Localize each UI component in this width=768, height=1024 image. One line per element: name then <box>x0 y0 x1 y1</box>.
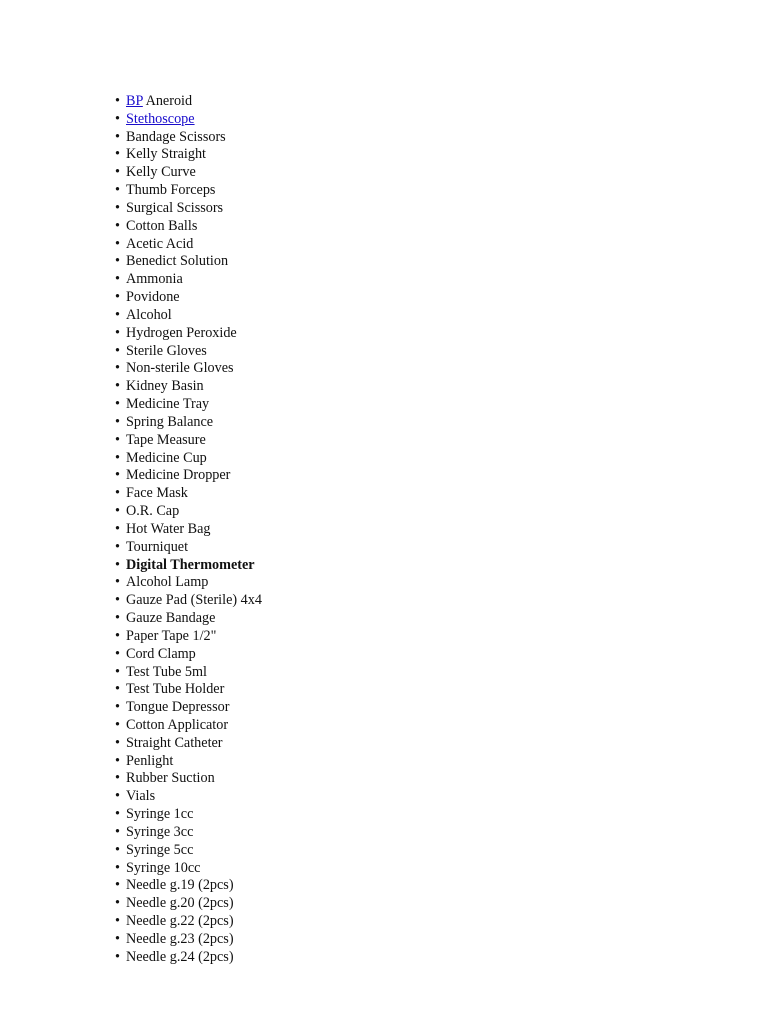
list-item-label: Syringe 10cc <box>126 859 201 876</box>
bullet-icon: • <box>115 431 120 448</box>
list-item <box>115 467 615 485</box>
bullet-icon: • <box>115 396 120 413</box>
bullet-icon: • <box>115 948 120 965</box>
list-item <box>115 628 615 646</box>
list-item-label: Tongue Depressor <box>126 699 230 716</box>
list-item <box>115 218 615 236</box>
list-item-label: Thumb Forceps <box>126 182 216 199</box>
list-item-label: Cotton Applicator <box>126 716 229 733</box>
bullet-icon: • <box>115 574 120 591</box>
list-item <box>115 129 615 147</box>
list-item-label: Povidone <box>126 289 180 306</box>
list-item-label: Ammonia <box>126 271 183 288</box>
list-item <box>115 646 615 664</box>
list-item <box>115 521 615 539</box>
list-item-label: Syringe 5cc <box>126 841 194 858</box>
list-item <box>115 895 615 913</box>
list-item-label: Penlight <box>126 752 174 769</box>
bullet-icon: • <box>115 930 120 947</box>
bullet-icon: • <box>115 289 120 306</box>
bullet-icon: • <box>115 859 120 876</box>
list-item <box>115 842 615 860</box>
bullet-icon: • <box>115 217 120 234</box>
list-item <box>115 271 615 289</box>
bullet-icon: • <box>115 681 120 698</box>
list-item-label: Tourniquet <box>126 538 189 555</box>
list-item <box>115 557 615 575</box>
bullet-icon: • <box>115 164 120 181</box>
list-item <box>115 717 615 735</box>
list-item-label: Bandage Scissors <box>126 128 226 145</box>
list-item-label: Medicine Cup <box>126 449 207 466</box>
bullet-icon: • <box>115 877 120 894</box>
bullet-icon: • <box>115 752 120 769</box>
bullet-icon: • <box>115 413 120 430</box>
list-item <box>115 414 615 432</box>
list-item <box>115 860 615 878</box>
list-item-label: Gauze Bandage <box>126 610 216 627</box>
list-item <box>115 788 615 806</box>
list-item <box>115 111 615 129</box>
bullet-icon: • <box>115 271 120 288</box>
bullet-icon: • <box>115 485 120 502</box>
list-item <box>115 378 615 396</box>
list-item <box>115 735 615 753</box>
bullet-icon: • <box>115 449 120 466</box>
bullet-icon: • <box>115 556 120 573</box>
bullet-icon: • <box>115 253 120 270</box>
list-item <box>115 450 615 468</box>
list-item <box>115 770 615 788</box>
bullet-icon: • <box>115 663 120 680</box>
list-item <box>115 289 615 307</box>
list-item-label: Needle g.19 (2pcs) <box>126 877 234 894</box>
bullet-icon: • <box>115 378 120 395</box>
list-item <box>115 360 615 378</box>
bullet-icon: • <box>115 538 120 555</box>
list-item <box>115 325 615 343</box>
supply-list <box>115 93 615 967</box>
bullet-icon: • <box>115 913 120 930</box>
list-item-label: Aneroid <box>142 93 193 109</box>
bullet-icon: • <box>115 306 120 323</box>
list-item <box>115 699 615 717</box>
bullet-icon: • <box>115 627 120 644</box>
list-item <box>115 592 615 610</box>
list-item <box>115 753 615 771</box>
bullet-icon: • <box>115 520 120 537</box>
list-item <box>115 931 615 949</box>
list-item <box>115 93 615 111</box>
bullet-icon: • <box>115 199 120 216</box>
bullet-icon: • <box>115 110 120 127</box>
list-item <box>115 539 615 557</box>
list-item-label: Kelly Curve <box>126 164 196 181</box>
list-item-label: Digital Thermometer <box>126 556 255 573</box>
bullet-icon: • <box>115 128 120 145</box>
list-item-label: Cotton Balls <box>126 217 198 234</box>
bullet-icon: • <box>115 342 120 359</box>
list-item <box>115 164 615 182</box>
list-item <box>115 485 615 503</box>
list-item-label: Medicine Tray <box>126 396 210 413</box>
list-item-label: Syringe 3cc <box>126 823 194 840</box>
list-item-label: Acetic Acid <box>126 235 194 252</box>
list-item <box>115 664 615 682</box>
list-item-label: Needle g.23 (2pcs) <box>126 930 234 947</box>
list-item-link[interactable]: BP <box>126 93 143 109</box>
bullet-icon: • <box>115 716 120 733</box>
list-item-label: Sterile Gloves <box>126 342 207 359</box>
list-item <box>115 182 615 200</box>
list-item-label: Face Mask <box>126 485 188 502</box>
bullet-icon: • <box>115 788 120 805</box>
list-item <box>115 307 615 325</box>
bullet-icon: • <box>115 610 120 627</box>
list-item <box>115 681 615 699</box>
bullet-icon: • <box>115 770 120 787</box>
bullet-icon: • <box>115 895 120 912</box>
list-item-label: O.R. Cap <box>126 503 180 520</box>
bullet-icon: • <box>115 806 120 823</box>
list-item-label: Vials <box>126 788 156 805</box>
bullet-icon: • <box>115 146 120 163</box>
bullet-icon: • <box>115 823 120 840</box>
list-item <box>115 824 615 842</box>
list-item-label: Tape Measure <box>126 431 206 448</box>
bullet-icon: • <box>115 324 120 341</box>
list-item <box>115 236 615 254</box>
bullet-icon: • <box>115 93 120 109</box>
list-item <box>115 949 615 967</box>
list-item-label: Medicine Dropper <box>126 467 231 484</box>
bullet-icon: • <box>115 734 120 751</box>
list-item <box>115 396 615 414</box>
bullet-icon: • <box>115 592 120 609</box>
list-item <box>115 146 615 164</box>
list-item-label: Surgical Scissors <box>126 199 224 216</box>
list-item-label: Syringe 1cc <box>126 806 194 823</box>
list-item-label: Hot Water Bag <box>126 520 211 537</box>
list-item-label: Non-sterile Gloves <box>126 360 234 377</box>
list-item-label: Benedict Solution <box>126 253 229 270</box>
list-item <box>115 610 615 628</box>
list-item-label: Rubber Suction <box>126 770 215 787</box>
list-item-label: Straight Catheter <box>126 734 223 751</box>
bullet-icon: • <box>115 699 120 716</box>
list-item <box>115 806 615 824</box>
bullet-icon: • <box>115 841 120 858</box>
list-item-label: Alcohol <box>126 306 172 323</box>
list-item-label: Hydrogen Peroxide <box>126 324 237 341</box>
bullet-icon: • <box>115 503 120 520</box>
list-item-label: Cord Clamp <box>126 645 196 662</box>
list-item-label: Needle g.20 (2pcs) <box>126 895 234 912</box>
list-item <box>115 503 615 521</box>
list-item <box>115 877 615 895</box>
list-item-label: Test Tube 5ml <box>126 663 207 680</box>
list-item-label: Gauze Pad (Sterile) 4x4 <box>126 592 262 609</box>
bullet-icon: • <box>115 182 120 199</box>
list-item <box>115 574 615 592</box>
bullet-icon: • <box>115 360 120 377</box>
list-item <box>115 343 615 361</box>
list-item-label: Kelly Straight <box>126 146 206 163</box>
list-item <box>115 913 615 931</box>
list-item-label: Test Tube Holder <box>126 681 225 698</box>
bullet-icon: • <box>115 467 120 484</box>
list-item-label: Alcohol Lamp <box>126 574 209 591</box>
bullet-icon: • <box>115 645 120 662</box>
list-item-label: Kidney Basin <box>126 378 204 395</box>
list-item <box>115 200 615 218</box>
list-item-label: Paper Tape 1/2" <box>126 627 217 644</box>
list-item-label: Needle g.22 (2pcs) <box>126 913 234 930</box>
list-item-label: Needle g.24 (2pcs) <box>126 948 234 965</box>
list-item <box>115 432 615 450</box>
list-item-link[interactable]: Stethoscope <box>126 110 195 127</box>
list-item <box>115 253 615 271</box>
list-item-label: Spring Balance <box>126 413 214 430</box>
bullet-icon: • <box>115 235 120 252</box>
